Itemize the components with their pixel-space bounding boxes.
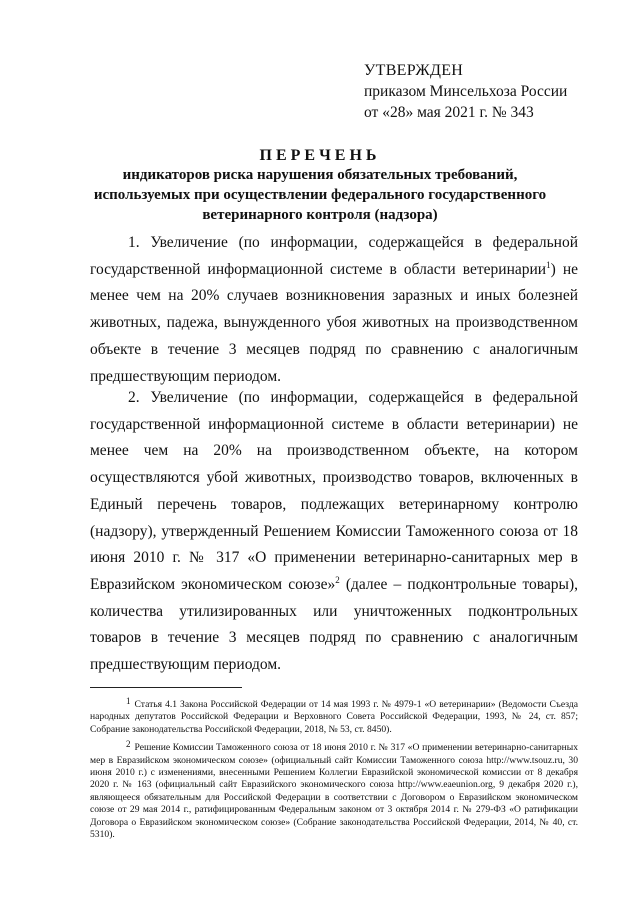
subtitle-line-2: используемых при осуществлении федерального государственного <box>93 187 547 203</box>
document-title-main: ПЕРЕЧЕНЬ <box>259 147 381 164</box>
footnote-ref-1: 1 <box>546 259 551 270</box>
approval-block <box>364 60 567 123</box>
footnotes <box>90 695 578 841</box>
approval-order-line: приказом Минсельхоза России <box>364 83 568 100</box>
footnote-1 <box>90 695 578 736</box>
footnote-ref-2: 2 <box>335 574 340 585</box>
footnote-divider <box>90 687 242 688</box>
subtitle-line-1: индикаторов риска нарушения обязательных требований, <box>122 167 518 183</box>
subtitle-line-3: ветеринарного контроля (надзора) <box>202 207 438 223</box>
paragraph-2 <box>90 385 578 679</box>
approval-heading: УТВЕРЖДЕН <box>364 62 464 79</box>
paragraph-1-text-a: 1. Увеличение (по информации, содержащейся в федеральной государственной информационной системе в области ветеринарии <box>90 234 578 278</box>
paragraph-2-text-b: (далее – подконтрольные товары), количества утилизированных или уничтоженных подконтрольных товаров в течение 3 месяцев подряд по сравнению с аналогичным предшествующим периодом. <box>90 575 578 674</box>
footnote-2-text: Решение Комиссии Таможенного союза от 18 июня 2010 г. № 317 «О применении ветеринарно-санитарных мер в Евразийском экономическом союзе» (официальный сайт Комиссии Таможенного союза http://www.tsouz.ru, 30 июня 2010 г.) с изменениями, внесенными Решением Коллегии Евразийской экономической комиссии от 8 декабря 2020 г. № 163 (официальный сайт Евразийского экономического союза http://www.eaeunion.org, 9 декабря 2020 г.), являющееся обязательным для Российской Федерации в соответствии с Договором о Евразийском экономическом союзе от 29 мая 2014 г., ратифицированным Федеральным законом от 3 октября 2014 г. № 279-ФЗ «О ратификации Договора о Евразийском экономическом союзе» (Собрание законодательства Российской Федерации, 2014, № 40, ст. 5310). <box>90 742 578 841</box>
approval-date-line: от «28» мая 2021 г. № 343 <box>364 104 534 121</box>
document-subtitle <box>80 165 560 225</box>
paragraph-1-text-b: ) не менее чем на 20% случаев возникновения заразных и иных болезней животных, падежа, вынужденного убоя животных на производственном объекте в течение 3 месяцев подряд по сравнению с аналогичным предшествующим периодом. <box>90 260 578 385</box>
footnote-2-number: 2 <box>126 739 131 750</box>
document-title <box>90 147 550 165</box>
paragraph-1 <box>90 230 578 390</box>
footnote-2 <box>90 738 578 841</box>
paragraph-2-text-a: 2. Увеличение (по информации, содержащейся в федеральной государственной информационной системе в области ветеринарии) не менее чем на 20% на производственном объекте, на котором осуществляются убой животных, производство товаров, включенных в Единый перечень товаров, подлежащих ветеринарному контролю (надзору), утвержденный Решением Комиссии Таможенного союза от 18 июня 2010 г. № 317 «О применении ветеринарно-санитарных мер в Евразийском экономическом союзе» <box>90 389 578 593</box>
footnote-1-text: Статья 4.1 Закона Российской Федерации от 14 мая 1993 г. № 4979-1 «О ветеринарии» (Ведомости Съезда народных депутатов Российской Федерации и Верховного Совета Российской Федерации, 1993, № 24, ст. 857; Собрание законодательства Российской Федерации, 2018, № 53, ст. 8450). <box>90 699 578 735</box>
footnote-1-number: 1 <box>126 696 131 706</box>
